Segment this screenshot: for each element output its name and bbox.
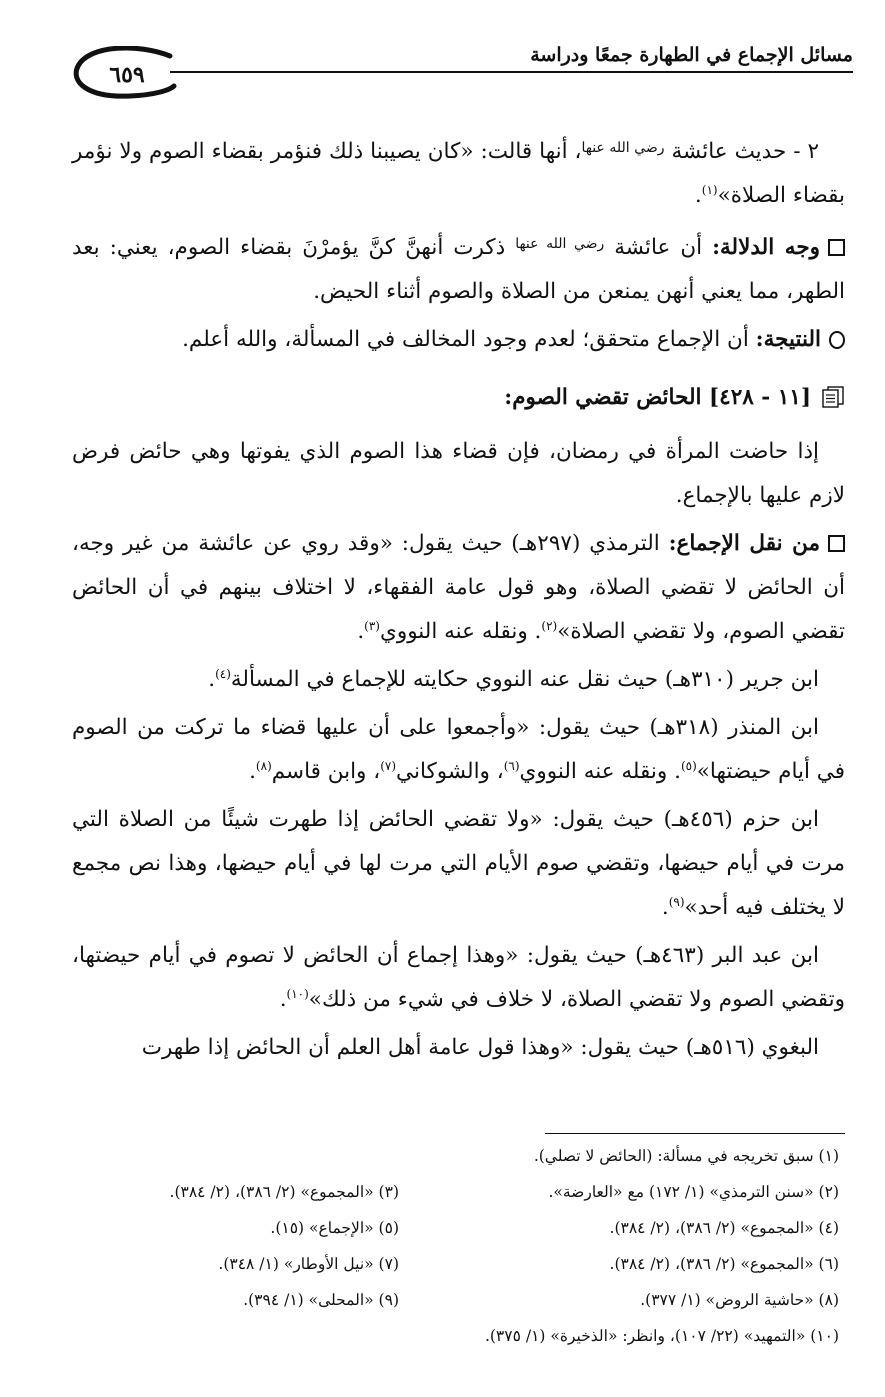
footnote-1: (١) سبق تخريجه في مسألة: (الحائض لا تصلي).: [533, 1147, 839, 1165]
footnote-ref[interactable]: (٣): [364, 618, 380, 633]
paragraph-evidence: [72, 222, 845, 314]
evidence-label: وجه الدلالة:: [712, 235, 820, 260]
footnote-separator: [545, 1133, 845, 1134]
ibn-abd-albarr-text: ابن عبد البر (٤٦٣هـ) حيث يقول: «وهذا إجماع أن الحائض لا تصوم في أيام حيضتها، وتقضي الصوم ولا تقضي الصلاة، لا خلاف في شيء من ذلك»: [72, 943, 845, 1012]
paragraph-statement: إذا حاضت المرأة في رمضان، فإن قضاء هذا الصوم الذي يفوتها وهي حائض فرض لازم عليها بالإجماع.: [72, 439, 845, 508]
footnote-ref[interactable]: (٢): [541, 618, 558, 633]
transmitters-label: من نقل الإجماع:: [668, 531, 820, 556]
ibn-mundhir-text: ابن المنذر (٣١٨هـ) حيث يقول: «وأجمعوا على أن عليها قضاء ما تركت من الصوم في أيام حيضتها»: [72, 715, 845, 784]
paragraph-ibn-jarir: [72, 658, 845, 702]
honorific-symbol: رضي الله عنها: [581, 140, 665, 156]
footnote-ref[interactable]: (٦): [503, 758, 520, 773]
period: .: [694, 183, 702, 208]
square-bullet-icon: [828, 535, 845, 552]
footnote-3: (٣) «المجموع» (٢/ ٣٨٦)، (٢/ ٣٨٤).: [169, 1183, 399, 1201]
main-text: [72, 126, 845, 1074]
period: .: [279, 987, 287, 1012]
paragraph-hadith: [72, 126, 845, 218]
footnote-row: [70, 1255, 839, 1291]
footnote-5: (٥) «الإجماع» (١٥).: [270, 1219, 399, 1237]
footnote-row: [70, 1219, 839, 1255]
period: .: [208, 667, 216, 692]
footnote-9: (٩) «المحلى» (١/ ٣٩٤).: [243, 1291, 399, 1309]
footnote-10: (١٠) «التمهيد» (٢٢/ ١٠٧)، وانظر: «الذخيرة» (١/ ٣٧٥).: [484, 1327, 839, 1345]
footnotes: [70, 1147, 839, 1363]
ibn-jarir-text: ابن جرير (٣١٠هـ) حيث نقل عنه النووي حكايته للإجماع في المسألة: [230, 667, 819, 692]
header-rule: [170, 71, 853, 73]
pages-icon: [821, 386, 845, 408]
footnote-8: (٨) «حاشية الروض» (١/ ٣٧٧).: [640, 1291, 839, 1309]
footnote-row: [70, 1291, 839, 1327]
nawawi-note: . ونقله عنه النووي: [379, 619, 542, 644]
result-label: النتيجة:: [755, 327, 821, 352]
paragraph-ibn-abd-albarr: [72, 934, 845, 1022]
paragraph-tirmidhi: [72, 522, 845, 654]
paragraph-ibn-mundhir: [72, 706, 845, 794]
paragraph-ibn-hazm: [72, 798, 845, 930]
footnote-ref[interactable]: (٩): [668, 894, 685, 909]
footnote-4: (٤) «المجموع» (٢/ ٣٨٦)، (٢/ ٣٨٤).: [609, 1219, 839, 1237]
page-header: [70, 38, 853, 98]
shawkani-note: ، والشوكاني: [396, 759, 504, 784]
period: .: [661, 895, 669, 920]
hadith-intro: ٢ - حديث عائشة: [671, 139, 819, 164]
evidence-rest: ذكرت أنهنَّ كنَّ يؤمرْنَ بقضاء الصوم، يعني: بعد الطهر، مما يعني أنهن يمنعن من الصلاة والصوم أثناء الحيض.: [72, 235, 845, 304]
paragraph-baghawi: البغوي (٥١٦هـ) حيث يقول: «وهذا قول عامة أهل العلم أن الحائض إذا طهرت: [141, 1035, 819, 1060]
footnote-ref[interactable]: (٨): [255, 758, 272, 773]
footnote-ref[interactable]: (١): [701, 182, 718, 197]
footnote-6: (٦) «المجموع» (٢/ ٣٨٦)، (٢/ ٣٨٤).: [609, 1255, 839, 1273]
evidence-text: أن عائشة: [614, 235, 703, 260]
footnote-7: (٧) «نيل الأوطار» (١/ ٣٤٨).: [218, 1255, 399, 1273]
footnote-ref[interactable]: (٧): [380, 758, 397, 773]
nawawi-note: . ونقله عنه النووي: [519, 759, 681, 784]
ibn-hazm-text: ابن حزم (٤٥٦هـ) حيث يقول: «ولا تقضي الحائض إذا طهرت شيئًا من الصلاة التي مرت في أيام حيضها، وتقضي صوم الأيام التي مرت لها في أيام حيضها، وهذا نص مجمع لا يختلف فيه أحد»: [72, 807, 845, 920]
footnote-ref[interactable]: (٤): [215, 666, 231, 681]
footnote-ref[interactable]: (٥): [680, 758, 697, 773]
section-title: [١١ - ٤٢٨] الحائض تقضي الصوم:: [504, 385, 811, 410]
footnote-row: [70, 1147, 839, 1183]
running-title: مسائل الإجماع في الطهارة جمعًا ودراسة: [530, 44, 853, 66]
footnote-row: [70, 1327, 839, 1363]
page-number: ٦٥٩: [109, 62, 145, 88]
period: .: [249, 759, 256, 784]
page-number-frame: [70, 46, 178, 100]
footnote-row: [70, 1183, 839, 1219]
footnote-ref[interactable]: (١٠): [286, 986, 309, 1001]
section-heading: [72, 376, 845, 420]
paragraph-result: [72, 318, 845, 362]
period: .: [357, 619, 365, 644]
square-bullet-icon: [828, 239, 845, 256]
footnote-2: (٢) «سنن الترمذي» (١/ ١٧٢) مع «العارضة».: [548, 1183, 839, 1201]
ibn-qasim-note: ، وابن قاسم: [271, 759, 381, 784]
honorific-symbol: رضي الله عنها: [515, 236, 605, 252]
hadith-quote: ، أنها قالت: «كان يصيبنا ذلك فنؤمر بقضاء الصوم ولا نؤمر بقضاء الصلاة»: [72, 139, 845, 208]
result-text: أن الإجماع متحقق؛ لعدم وجود المخالف في المسألة، والله أعلم.: [182, 327, 749, 352]
ring-bullet-icon: [829, 331, 845, 349]
tirmidhi-quote: الترمذي (٢٩٧هـ) حيث يقول: «وقد روي عن عائشة من غير وجه، أن الحائض لا تقضي الصلاة، وهو قول عامة الفقهاء، لا اختلاف بينهم في أن الحائض تقضي الصوم، ولا تقضي الصلاة»: [72, 531, 845, 644]
